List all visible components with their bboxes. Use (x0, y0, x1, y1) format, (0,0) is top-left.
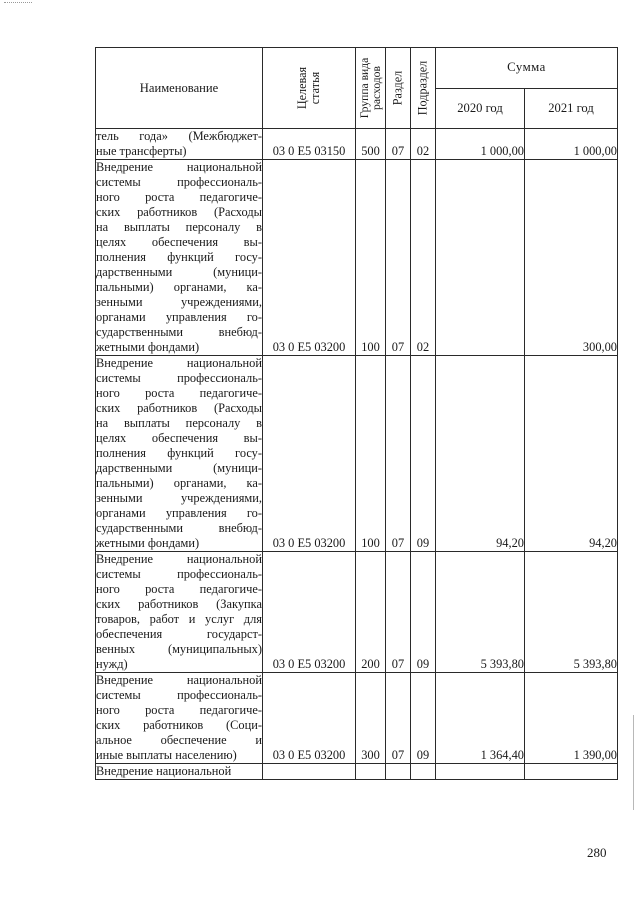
row-name-line: ских работников (Расходы (96, 205, 262, 219)
row-name (96, 129, 263, 160)
row-target (263, 764, 356, 780)
row-name-line: целях обеспечения вы- (96, 431, 262, 445)
row-name-line: дарственными (муници- (96, 461, 262, 475)
row-subsection: 09 (411, 552, 436, 673)
header-section-label: Раздел (390, 70, 405, 106)
row-name-line: тель года» (Межбюджет- (96, 129, 262, 143)
row-sum-2020 (436, 160, 525, 356)
row-name-line: системы профессиональ- (96, 371, 262, 385)
row-name (96, 764, 263, 780)
row-name-line: ного роста педагогиче- (96, 386, 262, 400)
row-name-line: зенными учреждениями, (96, 295, 262, 309)
row-name-line: альное обеспечение и (96, 733, 262, 747)
row-sum-2021: 94,20 (525, 356, 618, 552)
table-row (96, 129, 618, 160)
row-name (96, 552, 263, 673)
row-group: 100 (356, 356, 386, 552)
row-name-line: жетными фондами) (96, 536, 200, 550)
page-number: 280 (587, 845, 607, 860)
row-target: 03 0 E5 03200 (263, 356, 356, 552)
row-sum-2021 (525, 764, 618, 780)
header-group-label: Группа вида расходов (357, 57, 383, 119)
row-section (386, 764, 411, 780)
row-target: 03 0 E5 03200 (263, 160, 356, 356)
header-name: Наименование (96, 48, 263, 129)
row-name-line: полнения функций госу- (96, 250, 262, 264)
row-group: 500 (356, 129, 386, 160)
row-name-line: обеспечения государст- (96, 627, 262, 641)
row-name-line: ских работников (Закупка (96, 597, 262, 611)
row-sum-2020: 5 393,80 (436, 552, 525, 673)
row-name-line: зенными учреждениями, (96, 491, 262, 505)
row-name-line: дарственными (муници- (96, 265, 262, 279)
row-name-line: системы профессиональ- (96, 688, 262, 702)
table-row (96, 356, 618, 552)
header-subsection-label: Подраздел (415, 60, 430, 116)
table-header-row (96, 48, 618, 89)
row-name-line: пальными) органами, ка- (96, 280, 262, 294)
row-name-line: жетными фондами) (96, 340, 200, 354)
table-row (96, 673, 618, 764)
row-name (96, 356, 263, 552)
row-subsection (411, 764, 436, 780)
row-name-line: на выплаты персоналу в (96, 416, 262, 430)
scan-edge-line (633, 715, 634, 810)
scan-mark (4, 2, 32, 4)
table-row (96, 552, 618, 673)
row-group (356, 764, 386, 780)
row-name-line: Внедрение национальной (96, 673, 262, 687)
row-target: 03 0 E5 03150 (263, 129, 356, 160)
table-row (96, 764, 618, 780)
row-name-line: ные трансферты) (96, 144, 187, 158)
row-target: 03 0 E5 03200 (263, 673, 356, 764)
row-name-line: системы профессиональ- (96, 175, 262, 189)
row-section: 07 (386, 356, 411, 552)
row-subsection: 09 (411, 356, 436, 552)
header-target (263, 48, 356, 129)
row-sum-2021: 300,00 (525, 160, 618, 356)
row-subsection: 02 (411, 160, 436, 356)
header-year-2020: 2020 год (436, 88, 525, 129)
row-name-line: иные выплаты населению) (96, 748, 237, 762)
row-name-line: Внедрение национальной (96, 552, 262, 566)
row-subsection: 09 (411, 673, 436, 764)
row-sum-2020: 1 000,00 (436, 129, 525, 160)
row-sum-2021: 5 393,80 (525, 552, 618, 673)
row-name-line: нужд) (96, 657, 128, 671)
row-section: 07 (386, 673, 411, 764)
row-name-line: ного роста педагогиче- (96, 703, 262, 717)
row-sum-2021: 1 000,00 (525, 129, 618, 160)
row-section: 07 (386, 552, 411, 673)
header-subsection (411, 48, 436, 129)
row-name-line: Внедрение национальной (96, 356, 262, 370)
row-sum-2020 (436, 764, 525, 780)
row-target: 03 0 E5 03200 (263, 552, 356, 673)
row-name-line: целях обеспечения вы- (96, 235, 262, 249)
row-subsection: 02 (411, 129, 436, 160)
header-section (386, 48, 411, 129)
budget-table (95, 47, 618, 780)
header-sum: Сумма (436, 48, 618, 89)
row-section: 07 (386, 160, 411, 356)
row-name-line: пальными) органами, ка- (96, 476, 262, 490)
row-sum-2020: 1 364,40 (436, 673, 525, 764)
row-name (96, 160, 263, 356)
header-target-label: Целевая статья (295, 66, 322, 110)
row-group: 300 (356, 673, 386, 764)
table-body (96, 129, 618, 780)
row-name-line: полнения функций госу- (96, 446, 262, 460)
row-name-line: сударственными внебюд- (96, 325, 262, 339)
row-name-line: Внедрение национальной (96, 160, 262, 174)
row-section: 07 (386, 129, 411, 160)
row-name-line: на выплаты персоналу в (96, 220, 262, 234)
row-name-line: органами управления го- (96, 506, 262, 520)
row-name-line: товаров, работ и услуг для (96, 612, 262, 626)
row-name-line: венных (муниципальных) (96, 642, 262, 656)
row-name-line: сударственными внебюд- (96, 521, 262, 535)
row-name-line: ного роста педагогиче- (96, 582, 262, 596)
row-group: 100 (356, 160, 386, 356)
row-name-line: ских работников (Расходы (96, 401, 262, 415)
row-name-line: ного роста педагогиче- (96, 190, 262, 204)
row-name (96, 673, 263, 764)
row-name-line: ских работников (Соци- (96, 718, 262, 732)
table-row (96, 160, 618, 356)
header-group (356, 48, 386, 129)
row-name-line: органами управления го- (96, 310, 262, 324)
row-name-line: системы профессиональ- (96, 567, 262, 581)
row-group: 200 (356, 552, 386, 673)
header-year-2021: 2021 год (525, 88, 618, 129)
row-name-line: Внедрение национальной (96, 764, 232, 778)
row-sum-2021: 1 390,00 (525, 673, 618, 764)
row-sum-2020: 94,20 (436, 356, 525, 552)
